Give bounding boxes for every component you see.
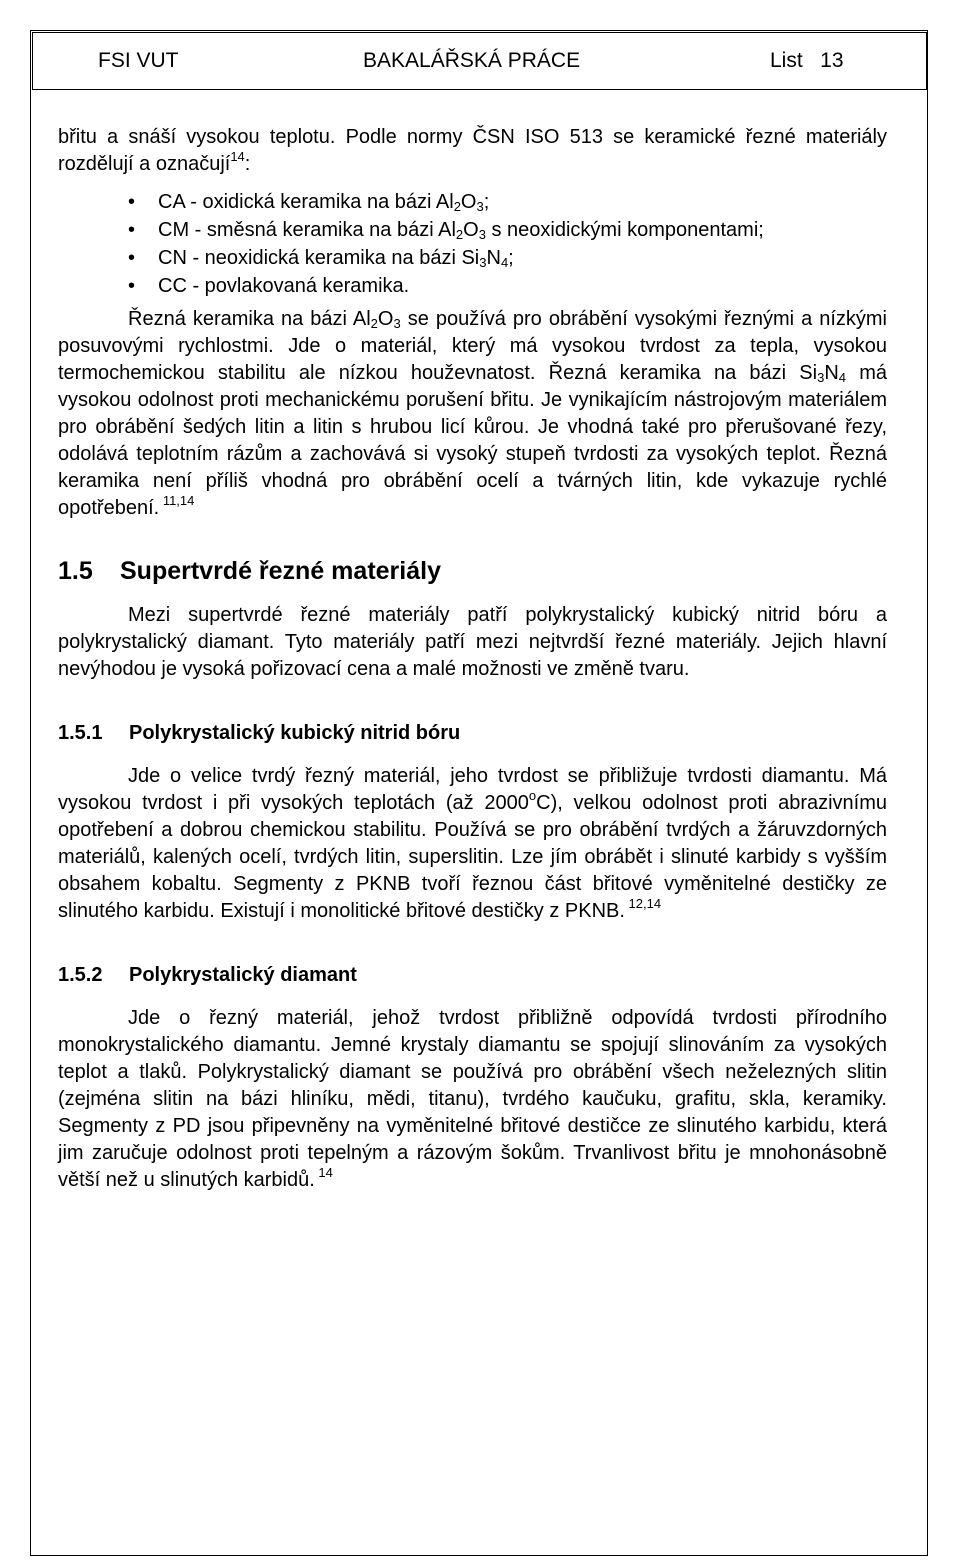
pcd-paragraph: Jde o řezný materiál, jehož tvrdost přibližně odpovídá tvrdosti přírodního monokrystalického diamantu. Jemné krystaly diamantu se spojují slinováním za vysokých teplot a tlaků. Polykrystalický diamant se používá pro obrábění všech neželezných slitin (zejména slitin na bázi hliníku, mědi, titanu), tvrdého kaučuku, grafitu, skla, keramiky. Segmenty z PD jsou připevněny na vyměnitelné břitové destičce ze slinutého karbidu, která jim zaručuje odolnost proti tepelným a rázovým šokům. Trvanlivost břitu je mnohonásobně větší než u slinutých karbidů. $^{14}$ — [58, 1007, 887, 1191]
header-document-type: BAKALÁŘSKÁ PRÁCE — [363, 49, 581, 72]
bullet-icon: • — [128, 219, 136, 241]
list-item: • CA - oxidická keramika na bázi $Al_2O_3$; — [58, 188, 887, 216]
pcbn-paragraph: Jde o velice tvrdý řezný materiál, jeho tvrdost se přibližuje tvrdosti diamantu. Má vysokou tvrdost i při vysokých teplotách (až 2000$^o$C), velkou odolnost proti abrazivnímu opotřebení a dobrou chemickou stabilitu. Používá se pro obrábění tvrdých a žáruvzdorných materiálů, kalených ocelí, tvrdých litin, superslitin. Lze jím obrábět i slinuté karbidy s vyšším obsahem kobaltu. Segmenty z PKNB tvoří řeznou část břitové vyměnitelné destičky ze slinutého karbidu. Existují i monolitické břitové destičky z PKNB. $^{12,14}$ — [58, 765, 888, 922]
bullet-icon: • — [128, 275, 136, 297]
ceramic-classification-list — [58, 188, 887, 300]
bullet-icon: • — [128, 247, 136, 269]
superhard-paragraph: Mezi supertvrdé řezné materiály patří polykrystalický kubický nitrid bóru a polykrystalický diamant. Tyto materiály patří mezi nejtvrdší řezné materiály. Jejich hlavní nevýhodou je vysoká pořizovací cena a malé možnosti ve změně tvaru. — [58, 604, 887, 680]
subsection-heading: 1.5.2 Polykrystalický diamant — [58, 964, 357, 986]
list-item: • CC - povlakovaná keramika. — [58, 272, 887, 300]
subsection-heading: 1.5.1 Polykrystalický kubický nitrid bóru — [58, 722, 461, 744]
page-content — [58, 124, 887, 1194]
section-heading: 1.5 Supertvrdé řezné materiály — [58, 557, 441, 585]
ceramics-paragraph: Řezná keramika na bázi $Al_2O_3$ se používá pro obrábění vysokými řeznými a nízkými posuvovými rychlostmi. Jde o materiál, který má vysokou tvrdost za tepla, vysokou termochemickou stabilitu ale nízkou houževnatost. Řezná keramika na bázi $Si_3N_4$ má vysokou odolnost proti mechanickému porušení břitu. Je vynikajícím nástrojovým materiálem pro obrábění šedých litin a litin s hrubou licí kůrou. Je vhodná také pro přerušované řezy, odolává teplotním rázům a zachovává si vysoký stupeň tvrdosti za vysokých teplot. Řezná keramika není příliš vhodná pro obrábění ocelí a tvárných litin, kde vykazuje rychlé opotřebení. $^{11,14}$ — [58, 308, 887, 519]
header-page-number: List 13 — [770, 49, 844, 72]
citation: 14 — [230, 149, 245, 164]
header-faculty: FSI VUT — [98, 49, 179, 72]
bullet-icon: • — [128, 191, 136, 213]
intro-paragraph: břitu a snáší vysokou teplotu. Podle normy ČSN ISO 513 se keramické řezné materiály rozdělují a označují$^{14}$: — [58, 126, 887, 175]
citation: 12,14 — [624, 896, 662, 911]
citation: 14 — [314, 1165, 333, 1180]
list-item: • CN - neoxidická keramika na bázi $Si_3N_4$; — [58, 244, 887, 272]
citation: 11,14 — [159, 493, 195, 508]
page-header — [32, 32, 927, 90]
list-item: • CM - směsná keramika na bázi $Al_2O_3$ s neoxidickými komponentami; — [58, 216, 887, 244]
